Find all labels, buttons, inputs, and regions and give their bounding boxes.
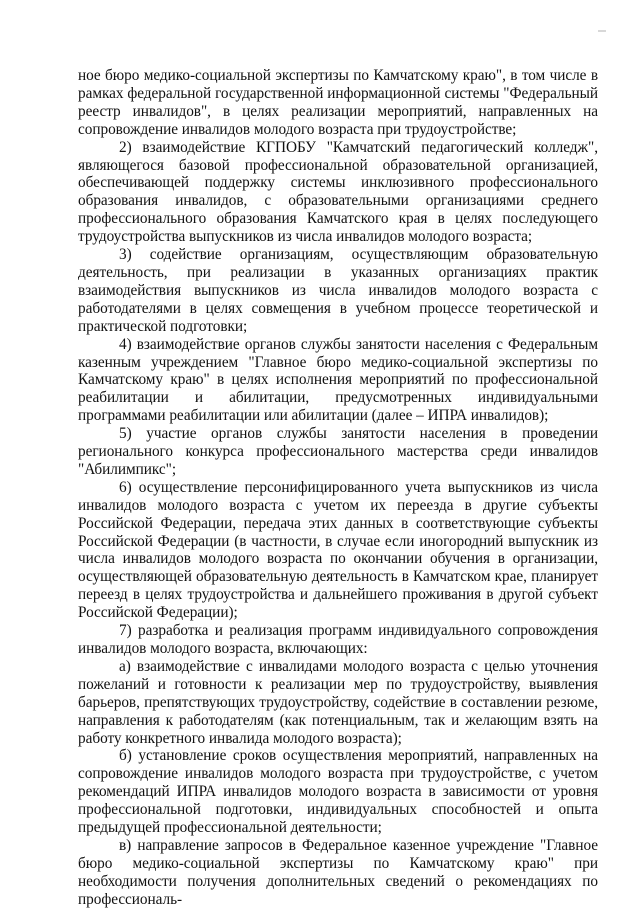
paragraph-item-4: 4) взаимодействие органов службы занятости населения с Федеральным казенным учреждением "Главное бюро медико-социальной экспертизы по Камчатскому краю" в целях исполнения мероприятий по профессиональной реабилитации и абилитации, предусмотренных индивидуальными программами реабилитации или абилитации (далее – ИПРА инвалидов); xyxy=(78,335,598,425)
paragraph-item-5: 5) участие органов службы занятости населения в проведении регионального конкурса профессионального мастерства среди инвалидов "Абилимпикс"; xyxy=(78,425,598,478)
paragraph-subitem-a: а) взаимодействие с инвалидами молодого возраста с целью уточнения пожеланий и готовности к реализации мер по трудоустройству, выявления барьеров, препятствующих трудоустройству, содействие в составлении резюме, направления к работодателям (как потенциальным, так и желающим взять на работу конкретного инвалида молодого возраста); xyxy=(78,657,598,747)
paragraph-item-6: 6) осуществление персонифицированного учета выпускников из числа инвалидов молодого возраста с учетом их переезда в другие субъекты Российской Федерации, передача этих данных в соответствующие субъекты Российской Федерации (в частности, в случае если иногородний выпускник из числа инвалидов молодого возраста по окончании обучения в организации, осуществляющей образовательную деятельность в Камчатском крае, планирует переезд в целях трудоустройства и дальнейшего проживания в другой субъект Российской Федерации); xyxy=(78,478,598,622)
paragraph-subitem-v: в) направление запросов в Федеральное казенное учреждение "Главное бюро медико-социальной экспертизы по Камчатскому краю" при необходимости получения дополнительных сведений о рекомендациях по профессиональ- xyxy=(78,836,598,908)
paragraph-item-7: 7) разработка и реализация программ индивидуального сопровождения инвалидов молодого возраста, включающих: xyxy=(78,622,598,657)
paragraph-subitem-b: б) установление сроков осуществления мероприятий, направленных на сопровождение инвалидов молодого возраста при трудоустройстве, с учетом рекомендаций ИПРА инвалидов молодого возраста в зависимости от уровня профессиональной подготовки, индивидуальных способностей и опыта предыдущей профессиональной деятельности; xyxy=(78,747,598,837)
paragraph-item-3: 3) содействие организациям, осуществляющим образовательную деятельность, при реализации в указанных организациях практик взаимодействия выпускников из числа инвалидов молодого возраста с работодателями в целях совмещения в учебном процессе теоретической и практической подготовки; xyxy=(78,246,598,335)
document-body xyxy=(78,67,598,909)
paragraph-item-2: 2) взаимодействие КГПОБУ "Камчатский педагогический колледж", являющегося базовой профессиональной образовательной организацией, обеспечивающей поддержку системы инклюзивного профессионального образования инвалидов, с образовательными организациями среднего профессионального образования Камчатского края в целях последующего трудоустройства выпускников из числа инвалидов молодого возраста; xyxy=(78,138,598,246)
scan-mark xyxy=(598,30,606,32)
paragraph-continuation: ное бюро медико-социальной экспертизы по Камчатскому краю", в том числе в рамках федеральной государственной информационной системы "Федеральный реестр инвалидов", в целях реализации мероприятий, направленных на сопровождение инвалидов молодого возраста при трудоустройстве; xyxy=(78,67,598,138)
